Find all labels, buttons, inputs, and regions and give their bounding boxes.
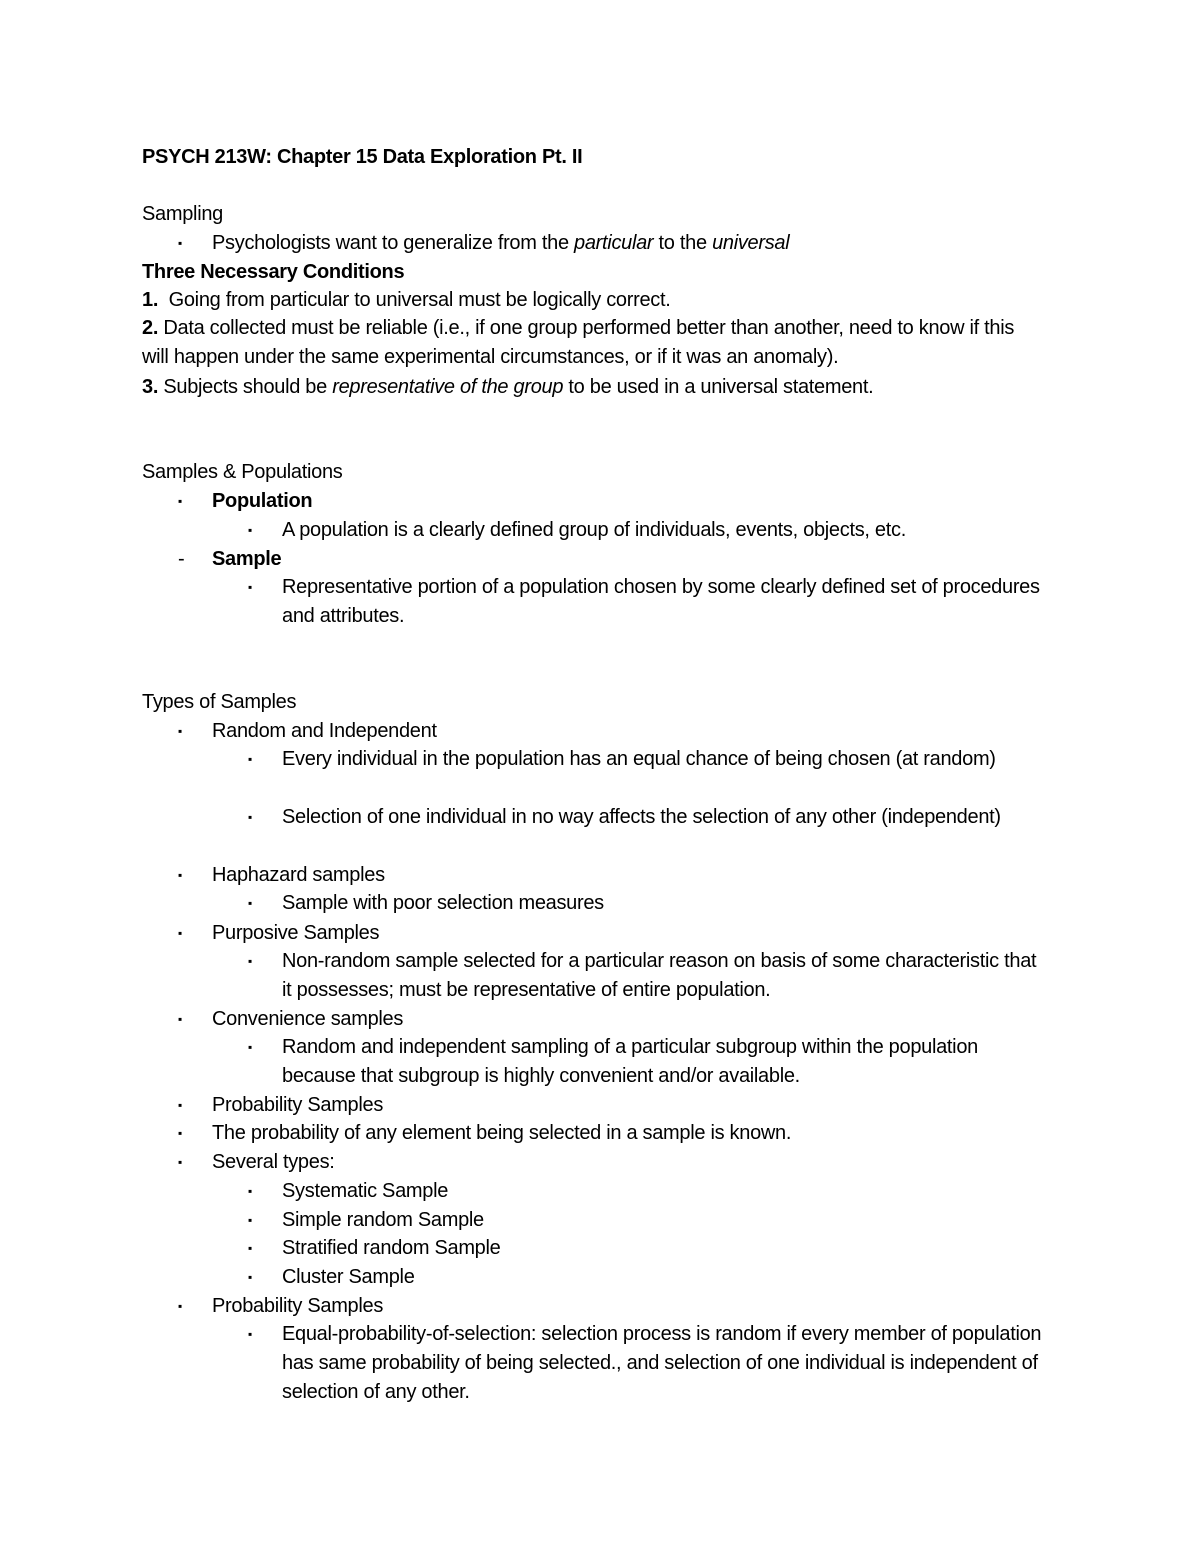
list-item bbox=[178, 546, 281, 572]
list-item-text: Sample with poor selection measures bbox=[282, 892, 604, 914]
emphasis-text: particular bbox=[574, 232, 654, 254]
condition-number: 3. bbox=[142, 376, 159, 398]
emphasis-text: representative of the group bbox=[332, 376, 564, 398]
list-item-text: Selection of one individual in no way affects the selection of any other (independent) bbox=[282, 806, 1001, 828]
list-item bbox=[178, 1149, 335, 1175]
list-item bbox=[178, 1293, 383, 1319]
term-label: Population bbox=[212, 490, 313, 512]
list-item bbox=[248, 517, 906, 543]
bullet-icon: ▪ bbox=[248, 954, 252, 968]
section-heading-types: Types of Samples bbox=[142, 691, 297, 713]
condition-number: 2. bbox=[142, 317, 159, 339]
bullet-icon: ▪ bbox=[178, 926, 182, 940]
list-item bbox=[178, 488, 312, 514]
list-item bbox=[178, 920, 379, 946]
bullet-icon: ▪ bbox=[248, 1184, 252, 1198]
list-item bbox=[248, 947, 1042, 1005]
list-item-text: Random and Independent bbox=[212, 720, 437, 742]
list-item bbox=[178, 862, 385, 888]
list-item bbox=[248, 1033, 1042, 1091]
bullet-icon: ▪ bbox=[178, 1012, 182, 1026]
list-item-text: Probability Samples bbox=[212, 1295, 384, 1317]
list-item bbox=[248, 1264, 415, 1290]
list-item bbox=[248, 1178, 448, 1204]
bullet-icon: ▪ bbox=[178, 1126, 182, 1140]
condition-text: Subjects should be bbox=[158, 376, 333, 398]
list-item bbox=[248, 573, 1042, 631]
list-item-text: to the bbox=[653, 232, 713, 254]
list-item-text: Simple random Sample bbox=[282, 1209, 484, 1231]
list-item-text: A population is a clearly defined group of individuals, events, objects, etc. bbox=[282, 519, 906, 541]
condition-2 bbox=[142, 314, 1042, 372]
condition-1 bbox=[142, 287, 671, 313]
bullet-icon: ▪ bbox=[178, 494, 182, 508]
bullet-icon: ▪ bbox=[248, 1327, 252, 1341]
list-item-text: Convenience samples bbox=[212, 1008, 404, 1030]
list-item-text: Representative portion of a population chosen by some clearly defined set of procedures and attributes. bbox=[282, 576, 1040, 627]
bullet-icon: ▪ bbox=[178, 1098, 182, 1112]
list-item-text: Cluster Sample bbox=[282, 1266, 415, 1288]
list-item-text: Systematic Sample bbox=[282, 1180, 449, 1202]
bullet-icon: ▪ bbox=[248, 523, 252, 537]
list-item-text: Non-random sample selected for a particular reason on basis of some characteristic that it possesses; must be representative of entire population. bbox=[282, 950, 1037, 1001]
bullet-icon: ▪ bbox=[248, 1270, 252, 1284]
list-item bbox=[178, 718, 437, 744]
list-item-text: Random and independent sampling of a particular subgroup within the population because that subgroup is highly convenient and/or available. bbox=[282, 1036, 978, 1087]
term-label: Sample bbox=[212, 548, 282, 570]
bullet-icon: ▪ bbox=[248, 580, 252, 594]
list-item bbox=[248, 1320, 1042, 1406]
bullet-icon: ▪ bbox=[248, 896, 252, 910]
list-item bbox=[178, 1092, 383, 1118]
emphasis-text: universal bbox=[712, 232, 790, 254]
condition-text: Going from particular to universal must be logically correct. bbox=[158, 289, 671, 311]
page-title: PSYCH 213W: Chapter 15 Data Exploration Pt. II bbox=[142, 146, 583, 168]
condition-number: 1. bbox=[142, 289, 159, 311]
bullet-icon: ▪ bbox=[248, 1040, 252, 1054]
list-item-text: Equal-probability-of-selection: selection process is random if every member of population has same probability of being selected., and selection of one individual is independent of selection of any other. bbox=[282, 1323, 1042, 1403]
list-item-text: Several types: bbox=[212, 1151, 335, 1173]
list-item bbox=[248, 745, 1042, 774]
list-item-text: Purposive Samples bbox=[212, 922, 380, 944]
bullet-icon: ▪ bbox=[178, 236, 182, 250]
bullet-icon: ▪ bbox=[248, 810, 252, 824]
list-item-text: Every individual in the population has an equal chance of being chosen (at random) bbox=[282, 748, 996, 770]
bullet-icon: ▪ bbox=[178, 1155, 182, 1169]
bullet-icon: ▪ bbox=[248, 752, 252, 766]
list-item bbox=[248, 1207, 484, 1233]
list-item-text: Psychologists want to generalize from the bbox=[212, 232, 575, 254]
condition-text: to be used in a universal statement. bbox=[563, 376, 874, 398]
dash-icon: - bbox=[178, 548, 185, 570]
list-item bbox=[248, 890, 604, 916]
bullet-icon: ▪ bbox=[248, 1241, 252, 1255]
condition-3 bbox=[142, 374, 873, 400]
section-heading-samples-populations: Samples & Populations bbox=[142, 461, 343, 483]
list-item-text: The probability of any element being selected in a sample is known. bbox=[212, 1122, 792, 1144]
bullet-icon: ▪ bbox=[178, 868, 182, 882]
list-item bbox=[178, 1006, 403, 1032]
list-item bbox=[248, 1235, 500, 1261]
section-heading-sampling: Sampling bbox=[142, 203, 223, 225]
list-item bbox=[248, 803, 1042, 832]
bullet-icon: ▪ bbox=[178, 1299, 182, 1313]
list-item bbox=[178, 230, 789, 256]
condition-text: Data collected must be reliable (i.e., if one group performed better than another, need to know if this will happen under the same experimental circumstances, or if it was an anomaly). bbox=[142, 317, 1015, 368]
list-item-text: Probability Samples bbox=[212, 1094, 384, 1116]
list-item bbox=[178, 1120, 791, 1146]
bullet-icon: ▪ bbox=[248, 1213, 252, 1227]
section-heading-conditions: Three Necessary Conditions bbox=[142, 261, 405, 283]
list-item-text: Haphazard samples bbox=[212, 864, 385, 886]
list-item-text: Stratified random Sample bbox=[282, 1237, 501, 1259]
bullet-icon: ▪ bbox=[178, 724, 182, 738]
